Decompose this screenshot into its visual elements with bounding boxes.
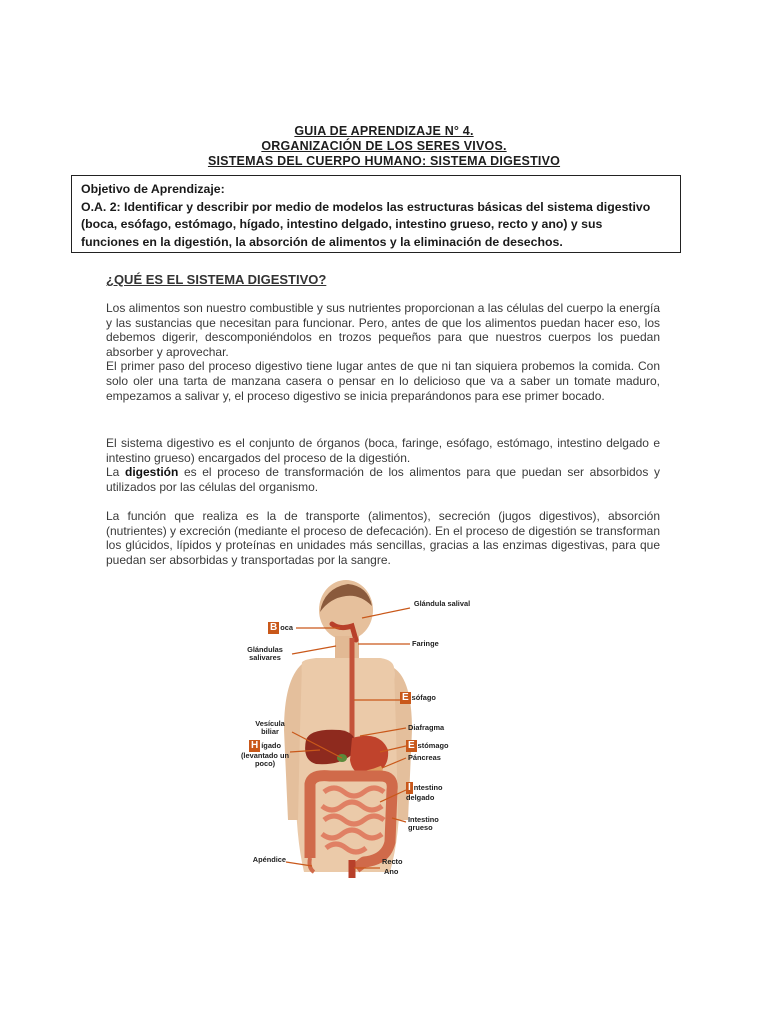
label-glandulas-salivares: Glándulas salivares xyxy=(247,645,283,663)
paragraph-1b: El primer paso del proceso digestivo tiene lugar antes de que ni tan siquiera probemos la comida. Con solo oler una tarta de manzana casera o pensar en lo delicioso que va a saber un tomate maduro, empezamos a salivar y, el proceso digestivo se inicia preparándonos para ese primer bocado. xyxy=(106,359,660,403)
digestion-definition: es el proceso de transformación de los alimentos para que puedan ser absorbidos y utilizados por las células del organismo. xyxy=(106,465,660,494)
topic-title: SISTEMAS DEL CUERPO HUMANO: SISTEMA DIGESTIVO xyxy=(207,154,561,168)
label-higado xyxy=(240,740,290,769)
label-vesicula-biliar: Vesícula biliar xyxy=(255,719,285,737)
label-diafragma: Diafragma xyxy=(408,723,445,732)
objective-line-2: (boca, esófago, estómago, hígado, intestino delgado, intestino grueso, recto y ano) y sus xyxy=(81,217,603,231)
higado-note: (levantado un poco) xyxy=(240,751,290,769)
section-title: ¿QUÉ ES EL SISTEMA DIGESTIVO? xyxy=(106,272,327,287)
paragraph-2b xyxy=(106,465,660,494)
boca-tag: B xyxy=(270,622,278,633)
label-apendice: Apéndice xyxy=(252,855,286,864)
paragraph-3-text: La función que realiza es la de transporte (alimentos), secreción (jugos digestivos), absorción (nutrientes) y excreción (mediante el proceso de defecación). En el proceso de digestión se transforman los glúcidos, lípidos y proteínas en unidades más sencillas, gracias a las enzimas digestivas, para que puedan ser absorbidas y transportadas por la sangre. xyxy=(106,509,660,567)
objective-box xyxy=(71,175,681,253)
boca-rest: oca xyxy=(280,623,293,632)
label-intestino-grueso: Intestino grueso xyxy=(408,815,439,833)
guide-title: GUIA DE APRENDIZAJE N° 4. xyxy=(294,124,474,138)
paragraph-2a: El sistema digestivo es el conjunto de órganos (boca, faringe, esófago, estómago, intestino delgado e intestino grueso) encargados del proceso de la digestión. xyxy=(106,436,660,465)
label-boca xyxy=(268,622,308,634)
objective-line-3: funciones en la digestión, la absorción de alimentos y la eliminación de desechos. xyxy=(81,234,563,249)
intestino-delgado-rest: ntestino xyxy=(413,783,443,792)
estomago-rest: stómago xyxy=(417,741,449,750)
digestion-prefix: La xyxy=(106,465,120,480)
digestion-term: digestión xyxy=(124,465,179,480)
label-ano: Ano xyxy=(384,867,399,876)
label-esofago xyxy=(400,692,460,704)
intestino-delgado-2: delgado xyxy=(406,793,435,802)
label-recto: Recto xyxy=(382,857,403,866)
label-glandula-salival: Glándula salival xyxy=(413,599,471,608)
higado-tag: H xyxy=(251,740,259,751)
label-intestino-delgado xyxy=(406,782,466,802)
label-estomago xyxy=(406,740,470,752)
paragraph-1a: Los alimentos son nuestro combustible y sus nutrientes proporcionan a las células del cuerpo la energía y las sustancias que necesitan para funcionar. Pero, antes de que los alimentos puedan hacer eso, los debemos digerir, descomponiéndolos en trozos pequeños para que nuestros cuerpos los puedan absorber y aprovechar. xyxy=(106,301,660,359)
label-pancreas: Páncreas xyxy=(408,753,441,762)
unit-title: ORGANIZACIÓN DE LOS SERES VIVOS. xyxy=(261,139,507,153)
esofago-rest: sófago xyxy=(411,693,436,702)
objective-line-1: O.A. 2: Identificar y describir por medio de modelos las estructuras básicas del sistema digestivo xyxy=(81,199,651,214)
intestino-delgado-tag: I xyxy=(408,782,411,793)
label-faringe: Faringe xyxy=(412,639,439,648)
paragraph-3 xyxy=(106,509,660,567)
digestive-system-figure xyxy=(240,580,480,880)
paragraph-1 xyxy=(106,301,660,403)
paragraph-2 xyxy=(106,436,660,494)
estomago-tag: E xyxy=(408,740,415,751)
esofago-tag: E xyxy=(402,692,409,703)
higado-rest: ígado xyxy=(261,741,281,750)
objective-heading: Objetivo de Aprendizaje: xyxy=(81,182,225,196)
